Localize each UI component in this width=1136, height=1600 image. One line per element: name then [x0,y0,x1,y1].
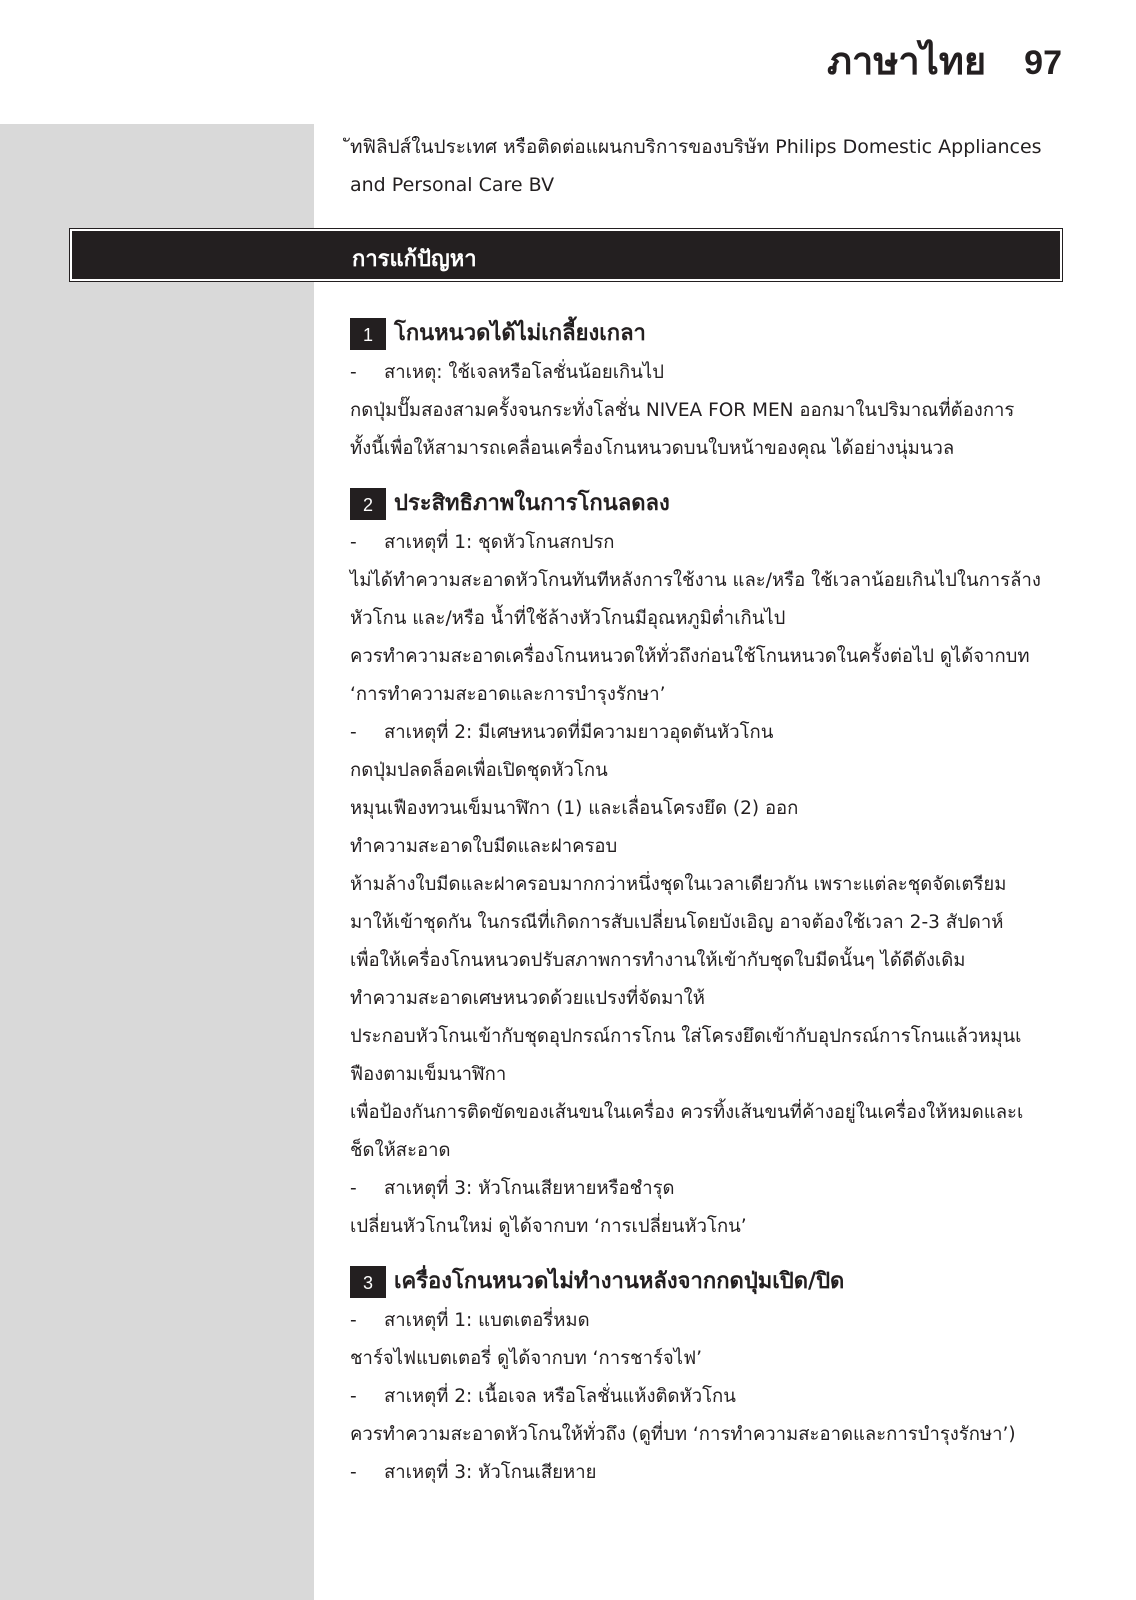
language-title: ภาษาไทย [826,39,987,83]
cause-text: สาเหตุที่ 1: แบตเตอรี่หมด [384,1310,590,1331]
bullet-dash: - [350,1386,357,1407]
page-header [827,30,1062,100]
bullet-dash: - [350,1462,357,1483]
solution-line: ไม่ได้ทำความสะอาดหัวโกนทันทีหลังการใช้งาน และ/หรือ ใช้เวลาน้อยเกินไปในการล้าง [350,570,1041,591]
solution-line: ควรทำความสะอาดเครื่องโกนหนวดให้ทั่วถึงก่อนใช้โกนหนวดในครั้งต่อไป ดูได้จากบท [350,646,1030,667]
solution-line: กดปุ่มปั๊มสองสามครั้งจนกระทั่งโลชั่น NIVEA FOR MEN ออกมาในปริมาณที่ต้องการ [350,400,1015,421]
problem-number-badge: 2 [350,488,386,520]
solution-line: กดปุ่มปลดล็อคเพื่อเปิดชุดหัวโกน [350,760,608,781]
solution-line: หัวโกน และ/หรือ น้ำที่ใช้ล้างหัวโกนมีอุณหภูมิต่ำเกินไป [350,608,786,629]
cause-line [350,714,1068,752]
page-number: 97 [1024,44,1062,82]
solution-line: ทั้งนี้เพื่อให้สามารถเคลื่อนเครื่องโกนหนวดบนใบหน้าของคุณ ได้อย่างนุ่มนวล [350,438,955,459]
cause-line [350,1454,1068,1492]
solution-line: ช็ดให้สะอาด [350,1140,451,1161]
gray-margin-band [0,124,314,1600]
troubleshooting-content [350,314,1068,1508]
section-title: การแก้ปัญหา [352,247,477,272]
problem-number-badge: 3 [350,1266,386,1298]
cause-text: สาเหตุที่ 3: หัวโกนเสียหาย [384,1462,597,1483]
problem-heading [350,314,1068,354]
bullet-dash: - [350,532,357,553]
problem-title: เครื่องโกนหนวดไม่ทำงานหลังจากกดปุ่มเปิด/ปิด [394,1269,845,1294]
problem-block [350,1262,1068,1492]
solution-line: เพื่อให้เครื่องโกนหนวดปรับสภาพการทำงานให้เข้ากับชุดใบมีดนั้นๆ ได้ดีดังเดิม [350,950,966,971]
solution-line: ชาร์จไฟแบตเตอรี่ ดูได้จากบท ‘การชาร์จไฟ’ [350,1348,703,1369]
cause-text: สาเหตุที่ 3: หัวโกนเสียหายหรือชำรุด [384,1178,675,1199]
problem-block [350,484,1068,1246]
cause-line [350,1170,1068,1208]
cause-line [350,1302,1068,1340]
cause-text: สาเหตุ: ใช้เจลหรือโลชั่นน้อยเกินไป [384,362,664,383]
intro-paragraph [350,128,1070,204]
section-heading-bar [70,229,1062,281]
solution-line: ควรทำความสะอาดหัวโกนให้ทั่วถึง (ดูที่บท ‘การทำความสะอาดและการบำรุงรักษา’) [350,1424,1016,1445]
bullet-dash: - [350,362,357,383]
bullet-dash: - [350,722,357,743]
problem-title: โกนหนวดได้ไม่เกลี้ยงเกลา [394,321,646,346]
solution-line: ‘การทำความสะอาดและการบำรุงรักษา’ [350,684,666,705]
solution-line: มาให้เข้าชุดกัน ในกรณีที่เกิดการสับเปลี่ยนโดยบังเอิญ อาจต้องใช้เวลา 2-3 สัปดาห์ [350,912,1004,933]
cause-line [350,354,1068,392]
cause-text: สาเหตุที่ 2: เนื้อเจล หรือโลชั่นแห้งติดหัวโกน [384,1386,736,1407]
problem-heading [350,1262,1068,1302]
problem-number-badge: 1 [350,318,386,350]
solution-line: หมุนเฟืองทวนเข็มนาฬิกา (1) และเลื่อนโครงยึด (2) ออก [350,798,799,819]
problem-heading [350,484,1068,524]
cause-text: สาเหตุที่ 1: ชุดหัวโกนสกปรก [384,532,615,553]
bullet-dash: - [350,1178,357,1199]
cause-line [350,1378,1068,1416]
cause-text: สาเหตุที่ 2: มีเศษหนวดที่มีความยาวอุดตันหัวโกน [384,722,774,743]
solution-line: ประกอบหัวโกนเข้ากับชุดอุปกรณ์การโกน ใส่โครงยึดเข้ากับอุปกรณ์การโกนแล้วหมุนเ [350,1026,1022,1047]
solution-line: ทำความสะอาดเศษหนวดด้วยแปรงที่จัดมาให้ [350,988,705,1009]
solution-line: ห้ามล้างใบมีดและฝาครอบมากกว่าหนึ่งชุดในเวลาเดียวกัน เพราะแต่ละชุดจัดเตรียม [350,874,1007,895]
problem-title: ประสิทธิภาพในการโกนลดลง [394,491,670,516]
solution-line: เปลี่ยนหัวโกนใหม่ ดูได้จากบท ‘การเปลี่ยนหัวโกน’ [350,1216,747,1237]
bullet-dash: - [350,1310,357,1331]
intro-line: and Personal Care BV [350,174,555,196]
solution-line: ฟืองตามเข็มนาฬิกา [350,1064,507,1085]
intro-line: ัทฟิลิปส์ในประเทศ หรือติดต่อแผนกบริการของบริษัท Philips Domestic Appliances [350,136,1042,158]
problem-block [350,314,1068,468]
cause-line [350,524,1068,562]
solution-line: ทำความสะอาดใบมีดและฝาครอบ [350,836,618,857]
solution-line: เพื่อป้องกันการติดขัดของเส้นขนในเครื่อง ควรทิ้งเส้นขนที่ค้างอยู่ในเครื่องให้หมดและเ [350,1102,1024,1123]
